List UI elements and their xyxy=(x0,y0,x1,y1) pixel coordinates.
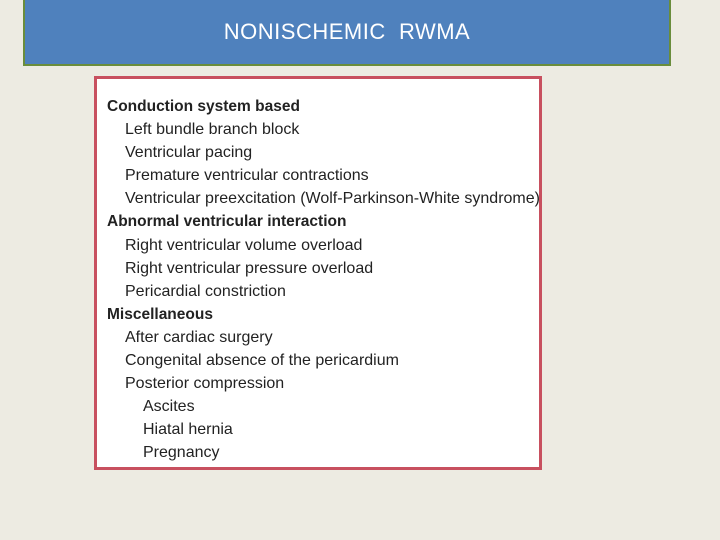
list-item: Pericardial constriction xyxy=(125,282,286,300)
title-bar xyxy=(23,0,671,66)
category-heading: Abnormal ventricular interaction xyxy=(107,213,347,231)
list-item: Posterior compression xyxy=(125,375,285,393)
list-item: Congenital absence of the pericardium xyxy=(125,352,399,370)
slide-title: NONISCHEMIC RWMA xyxy=(223,19,471,44)
list-item: Left bundle branch block xyxy=(125,121,300,139)
category-heading: Conduction system based xyxy=(107,98,300,115)
category-heading: Miscellaneous xyxy=(107,305,213,323)
causes-list xyxy=(107,95,540,465)
sub-list-item: Hiatal hernia xyxy=(143,421,233,439)
list-item: Premature ventricular contractions xyxy=(125,167,369,185)
list-item: After cardiac surgery xyxy=(125,328,273,346)
list-item: Ventricular preexcitation (Wolf-Parkinson-White syndrome) xyxy=(125,190,540,208)
list-item: Right ventricular pressure overload xyxy=(125,259,374,277)
sub-list-item: Pregnancy xyxy=(143,444,220,462)
causes-table xyxy=(94,76,542,470)
list-item: Ventricular pacing xyxy=(125,144,253,162)
sub-list-item: Ascites xyxy=(143,398,195,416)
list-item: Right ventricular volume overload xyxy=(125,236,363,254)
